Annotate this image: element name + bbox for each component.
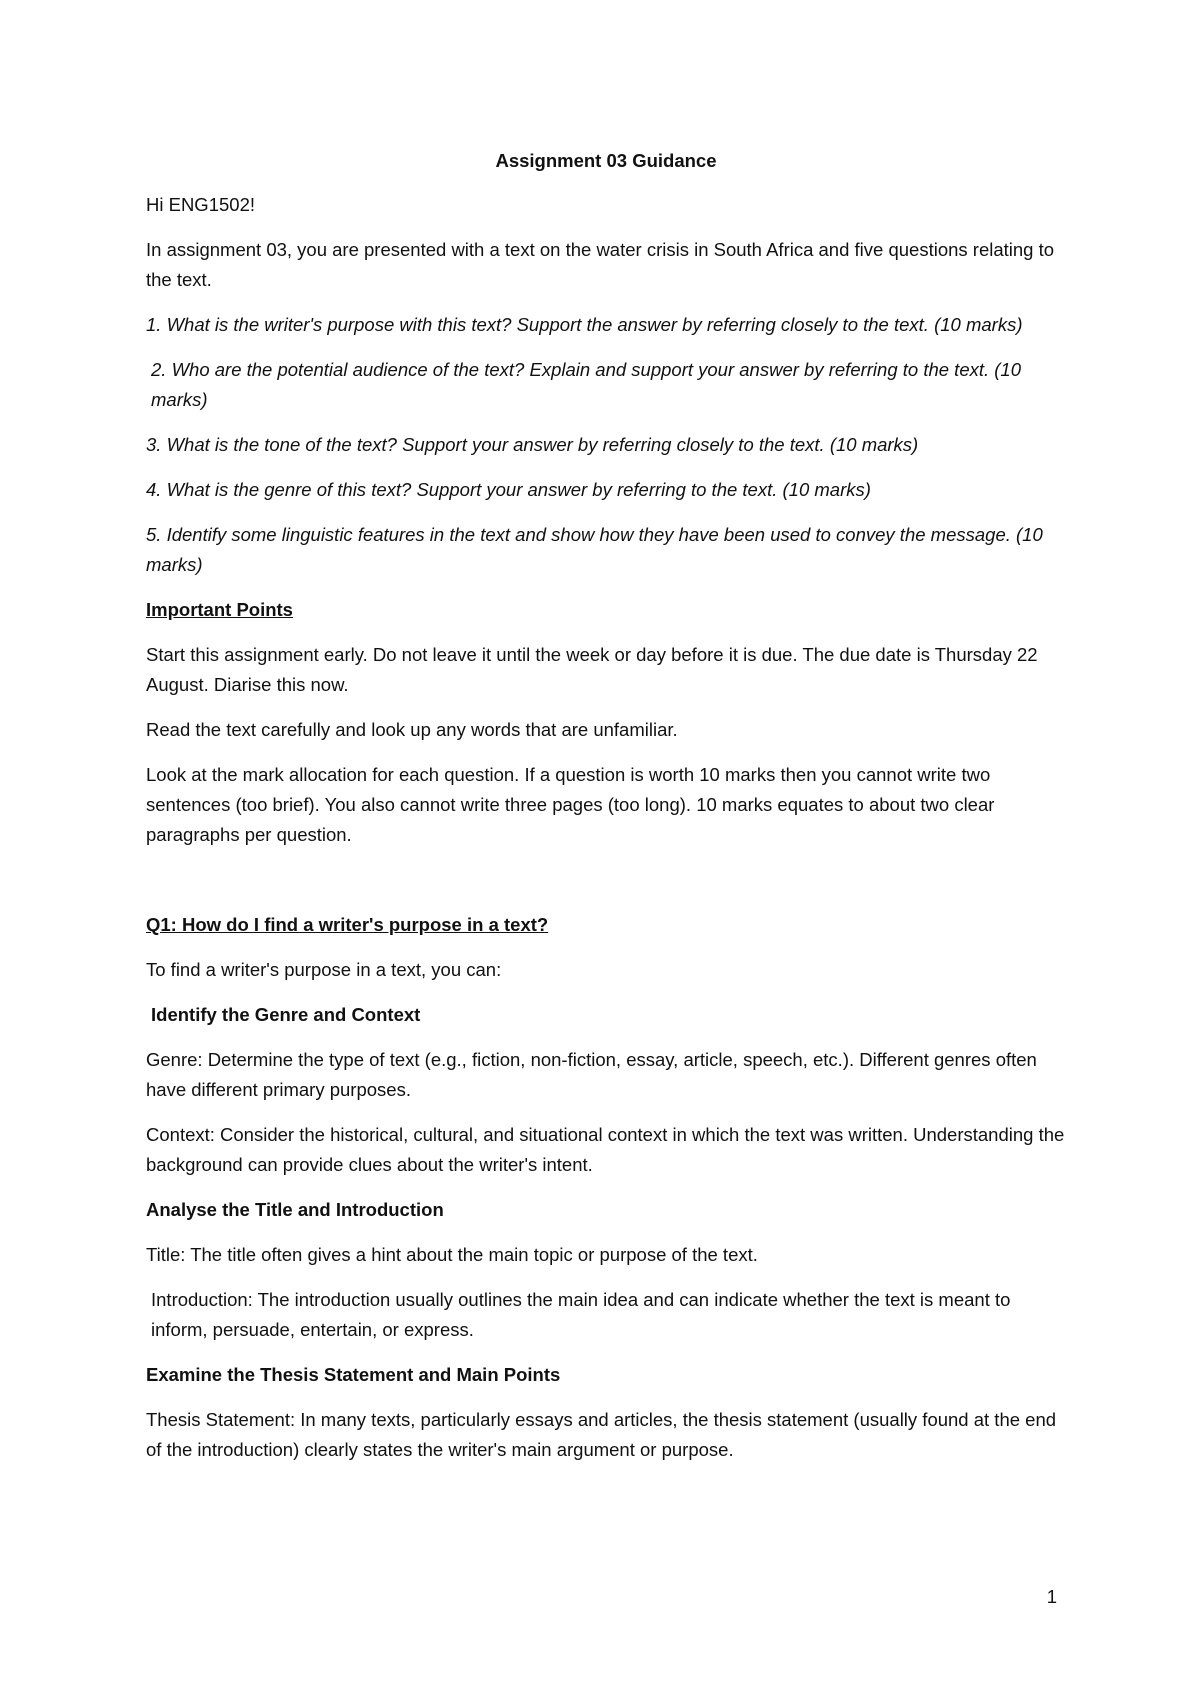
section-paragraph-context: Context: Consider the historical, cultural, and situational context in which the text was written. Understanding the background can provide clues about the writer's intent. bbox=[146, 1124, 1065, 1175]
question-2: 2. Who are the potential audience of the text? Explain and support your answer by referring to the text. (10 marks) bbox=[151, 359, 1022, 410]
question-4: 4. What is the genre of this text? Support your answer by referring to the text. (10 marks) bbox=[146, 479, 871, 500]
section-paragraph-genre: Genre: Determine the type of text (e.g., fiction, non-fiction, essay, article, speech, etc.). Different genres often have different primary purposes. bbox=[146, 1049, 1037, 1100]
q1-intro: To find a writer's purpose in a text, you can: bbox=[146, 959, 502, 980]
q1-heading: Q1: How do I find a writer's purpose in a text? bbox=[146, 914, 549, 935]
section-paragraph-introduction: Introduction: The introduction usually outlines the main idea and can indicate whether the text is meant to inform, persuade, entertain, or express. bbox=[151, 1289, 1011, 1340]
question-5: 5. Identify some linguistic features in the text and show how they have been used to convey the message. (10 marks) bbox=[146, 524, 1043, 575]
section-heading-thesis: Examine the Thesis Statement and Main Points bbox=[146, 1364, 561, 1385]
blank-line bbox=[146, 865, 1066, 910]
important-point-1: Start this assignment early. Do not leave it until the week or day before it is due. The due date is Thursday 22 August. Diarise this now. bbox=[146, 644, 1038, 695]
important-point-2: Read the text carefully and look up any words that are unfamiliar. bbox=[146, 719, 678, 740]
section-paragraph-thesis: Thesis Statement: In many texts, particularly essays and articles, the thesis statement (usually found at the end of the introduction) clearly states the writer's main argument or purpose. bbox=[146, 1409, 1057, 1460]
section-heading-genre-context: Identify the Genre and Context bbox=[151, 1004, 421, 1025]
important-points-heading: Important Points bbox=[146, 599, 293, 620]
important-point-3: Look at the mark allocation for each question. If a question is worth 10 marks then you cannot write two sentences (too brief). You also cannot write three pages (too long). 10 marks equates to about two clear paragraphs per question. bbox=[146, 764, 995, 845]
question-1: 1. What is the writer's purpose with this text? Support the answer by referring closely to the text. (10 marks) bbox=[146, 314, 1023, 335]
section-heading-title-introduction: Analyse the Title and Introduction bbox=[146, 1199, 444, 1220]
page-number: 1 bbox=[1046, 1586, 1057, 1607]
document-title: Assignment 03 Guidance bbox=[495, 150, 717, 171]
document-body bbox=[146, 146, 1066, 1480]
question-3: 3. What is the tone of the text? Support your answer by referring closely to the text. (10 marks) bbox=[146, 434, 919, 455]
section-paragraph-title: Title: The title often gives a hint about the main topic or purpose of the text. bbox=[146, 1244, 758, 1265]
greeting: Hi ENG1502! bbox=[146, 194, 255, 215]
intro-paragraph: In assignment 03, you are presented with a text on the water crisis in South Africa and five questions relating to the text. bbox=[146, 239, 1055, 290]
